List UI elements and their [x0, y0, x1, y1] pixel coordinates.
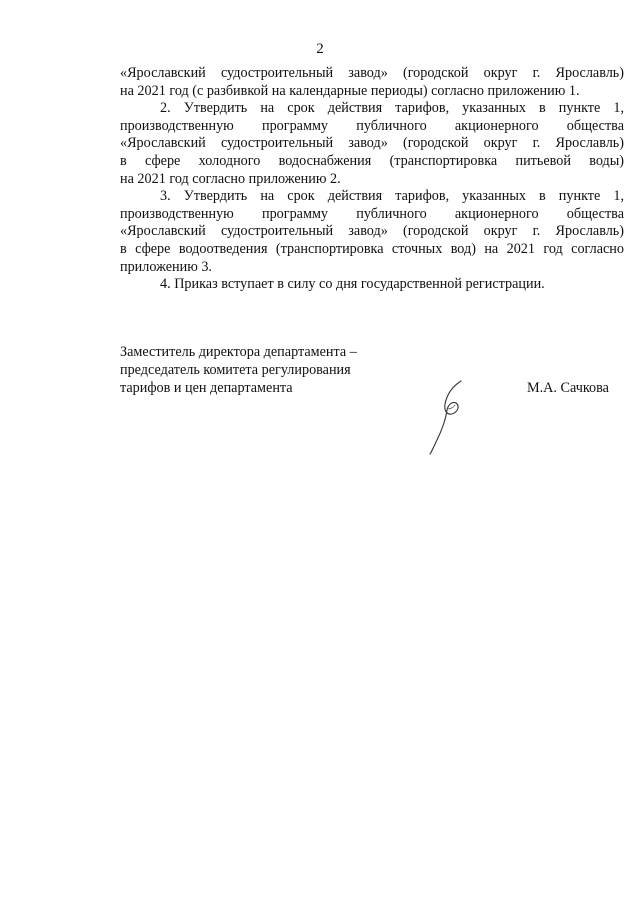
body-line: на 2021 год согласно приложению 2.	[120, 170, 341, 187]
document-body	[120, 65, 624, 294]
position-line: тарифов и цен департамента	[120, 380, 293, 396]
signatory-position	[120, 343, 357, 397]
position-line: председатель комитета регулирования	[120, 362, 351, 378]
body-line: в сфере водоотведения (транспортировка сточных вод) на 2021 год согласно	[120, 240, 624, 257]
position-line: Заместитель директора департамента –	[120, 344, 357, 360]
body-line: «Ярославский судостроительный завод» (городской округ г. Ярославль)	[120, 223, 624, 240]
paragraph-2-start: 2. Утвердить на срок действия тарифов, указанных в пункте 1,	[160, 100, 624, 117]
body-line: на 2021 год (с разбивкой на календарные периоды) согласно приложению 1.	[120, 82, 580, 99]
body-line: приложению 3.	[120, 258, 212, 275]
page-number: 2	[316, 41, 324, 57]
paragraph-3-start: 3. Утвердить на срок действия тарифов, указанных в пункте 1,	[160, 188, 624, 205]
handwritten-signature-icon	[425, 378, 475, 456]
signatory-name: М.А. Сачкова	[527, 380, 609, 396]
body-line: производственную программу публичного акционерного общества	[120, 117, 624, 134]
body-line: «Ярославский судостроительный завод» (городской округ г. Ярославль)	[120, 135, 624, 152]
body-line: в сфере холодного водоснабжения (транспортировка питьевой воды)	[120, 152, 624, 169]
body-line: производственную программу публичного акционерного общества	[120, 205, 624, 222]
paragraph-4: 4. Приказ вступает в силу со дня государственной регистрации.	[160, 276, 545, 293]
body-line: «Ярославский судостроительный завод» (городской округ г. Ярославль)	[120, 65, 624, 81]
